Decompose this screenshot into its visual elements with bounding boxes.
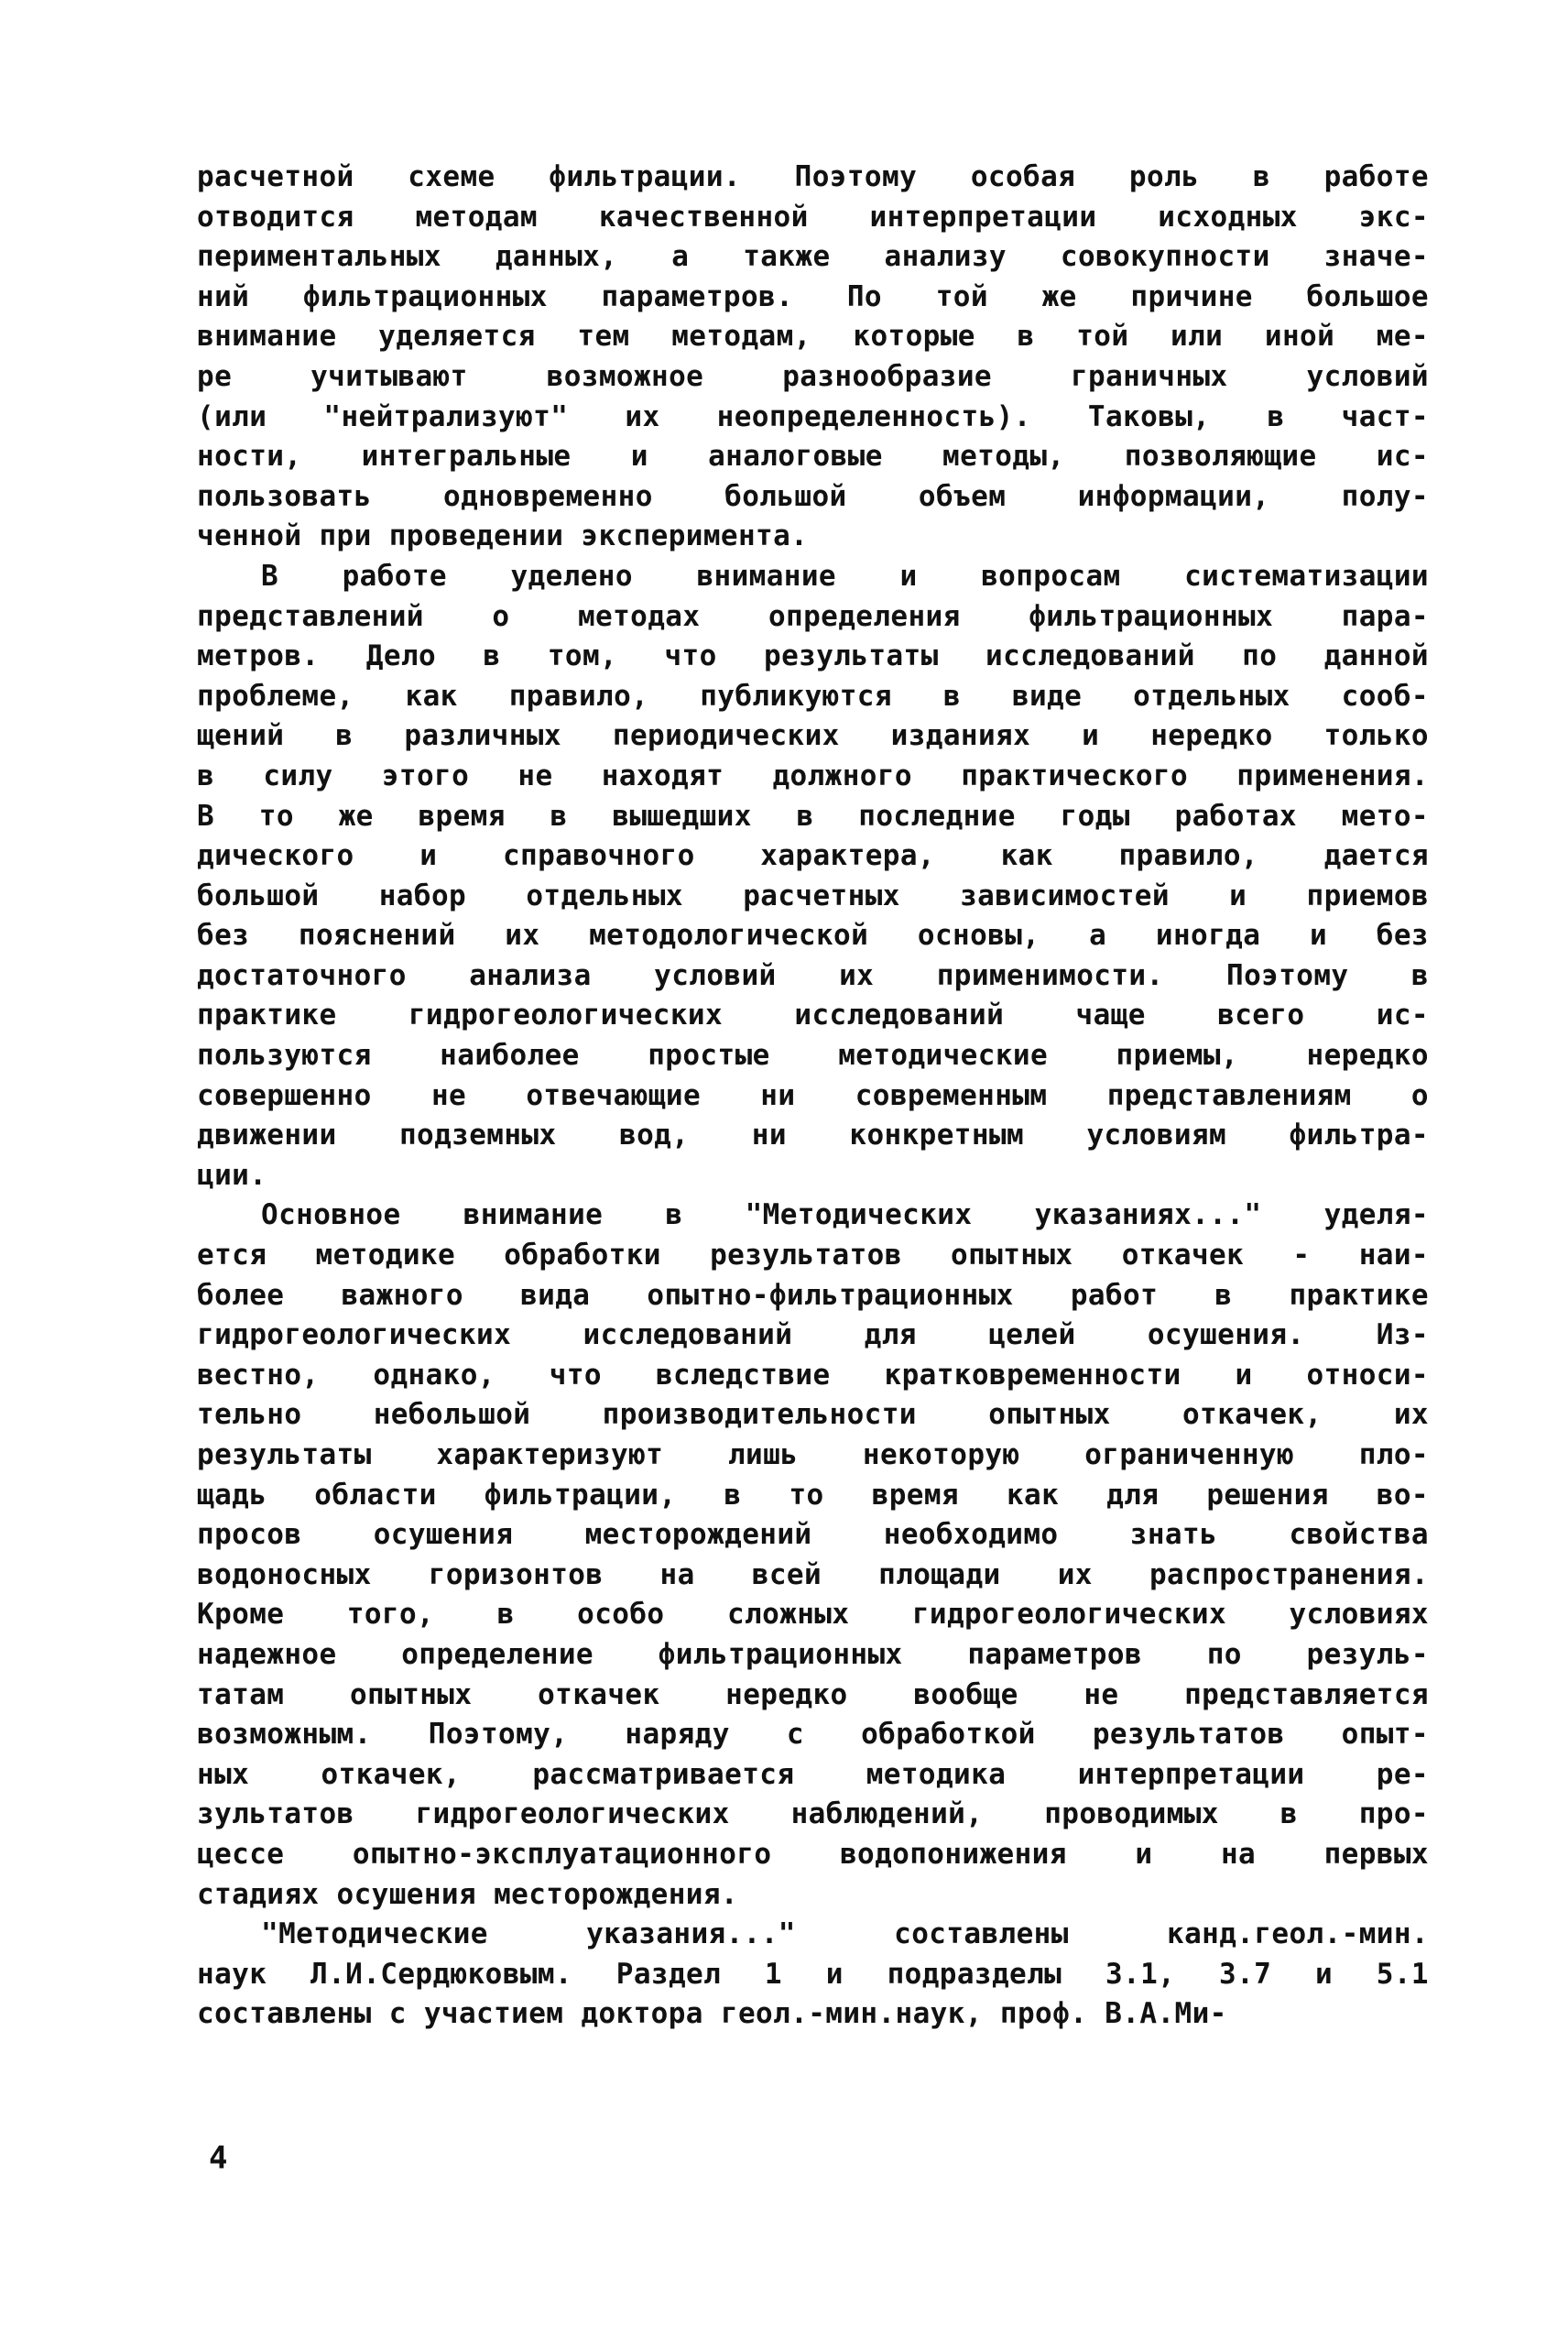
text-line: результаты характеризуют лишь некоторую ограниченную пло- <box>197 1438 1429 1471</box>
text-line: Кроме того, в особо сложных гидрогеологических условиях <box>197 1598 1429 1632</box>
text-line: ре учитывают возможное разнообразие граничных условий <box>197 359 1429 393</box>
text-line: ности, интегральные и аналоговые методы, позволяющие ис- <box>197 440 1429 474</box>
text-line: наук Л.И.Сердюковым. Раздел 1 и подразделы 3.1, 3.7 и 5.1 <box>197 1957 1429 1991</box>
text-line: проблеме, как правило, публикуются в виде отдельных сооб- <box>197 679 1429 713</box>
text-line: составлены с участием доктора геол.-мин.наук, проф. В.А.Ми- <box>197 1997 1227 2031</box>
text-line: достаточного анализа условий их применимости. Поэтому в <box>197 958 1429 992</box>
text-line: цессе опытно-эксплуатационного водопонижения и на первых <box>197 1837 1429 1871</box>
text-line: отводится методам качественной интерпретации исходных экс- <box>197 200 1429 234</box>
text-line: совершенно не отвечающие ни современным представлениям о <box>197 1078 1429 1112</box>
text-line: вестно, однако, что вследствие кратковременности и относи- <box>197 1358 1429 1392</box>
text-line: расчетной схеме фильтрации. Поэтому особая роль в работе <box>197 160 1429 193</box>
text-line: ченной при проведении эксперимента. <box>197 519 809 553</box>
text-line: внимание уделяется тем методам, которые в той или иной ме- <box>197 320 1429 354</box>
text-line: стадиях осушения месторождения. <box>197 1877 738 1911</box>
paragraph <box>197 158 1429 557</box>
text-line: ется методике обработки результатов опытных откачек - наи- <box>197 1239 1429 1272</box>
text-line: щений в различных периодических изданиях и нередко только <box>197 719 1429 753</box>
text-line: практике гидрогеологических исследований чаще всего ис- <box>197 999 1429 1032</box>
text-line: В то же время в вышедших в последние годы работах мето- <box>197 799 1429 833</box>
text-line: пользовать одновременно большой объем информации, полу- <box>197 479 1429 513</box>
text-line: надежное определение фильтрационных параметров по резуль- <box>197 1637 1429 1671</box>
text-line: гидрогеологических исследований для целей осушения. Из- <box>197 1318 1429 1352</box>
text-line: ний фильтрационных параметров. По той же причине большое <box>197 279 1429 313</box>
text-line: "Методические указания..." составлены канд.геол.-мин. <box>261 1917 1429 1951</box>
paragraph <box>197 557 1429 1196</box>
paragraph <box>197 1196 1429 1915</box>
text-line: (или "нейтрализуют" их неопределенность). Таковы, в част- <box>197 399 1429 433</box>
text-line: более важного вида опытно-фильтрационных работ в практике <box>197 1278 1429 1312</box>
text-line: ции. <box>197 1158 267 1192</box>
text-line: водоносных горизонтов на всей площади их распространения. <box>197 1557 1429 1591</box>
text-line: пользуются наиболее простые методические приемы, нередко <box>197 1039 1429 1073</box>
text-line: Основное внимание в "Методических указаниях..." уделя- <box>261 1198 1429 1232</box>
text-line: большой набор отдельных расчетных зависимостей и приемов <box>197 879 1429 912</box>
text-line: дического и справочного характера, как правило, дается <box>197 839 1429 873</box>
text-line: ных откачек, рассматривается методика интерпретации ре- <box>197 1757 1429 1791</box>
text-line: возможным. Поэтому, наряду с обработкой результатов опыт- <box>197 1718 1429 1752</box>
text-line: просов осушения месторождений необходимо знать свойства <box>197 1518 1429 1552</box>
text-line: периментальных данных, а также анализу совокупности значе- <box>197 240 1429 274</box>
text-line: движении подземных вод, ни конкретным условиям фильтра- <box>197 1119 1429 1152</box>
text-line: представлений о методах определения фильтрационных пара- <box>197 599 1429 633</box>
paragraph <box>197 1915 1429 2035</box>
text-line: щадь области фильтрации, в то время как для решения во- <box>197 1478 1429 1512</box>
page-number: 4 <box>209 2140 228 2177</box>
text-line: татам опытных откачек нередко вообще не представляется <box>197 1677 1429 1711</box>
text-line: в силу этого не находят должного практического применения. <box>197 759 1429 792</box>
text-line: тельно небольшой производительности опытных откачек, их <box>197 1398 1429 1432</box>
body-text <box>197 158 1429 2035</box>
text-line: В работе уделено внимание и вопросам систематизации <box>261 559 1429 593</box>
text-line: зультатов гидрогеологических наблюдений, проводимых в про- <box>197 1797 1429 1831</box>
text-line: метров. Дело в том, что результаты исследований по данной <box>197 639 1429 673</box>
text-line: без пояснений их методологической основы, а иногда и без <box>197 919 1429 953</box>
